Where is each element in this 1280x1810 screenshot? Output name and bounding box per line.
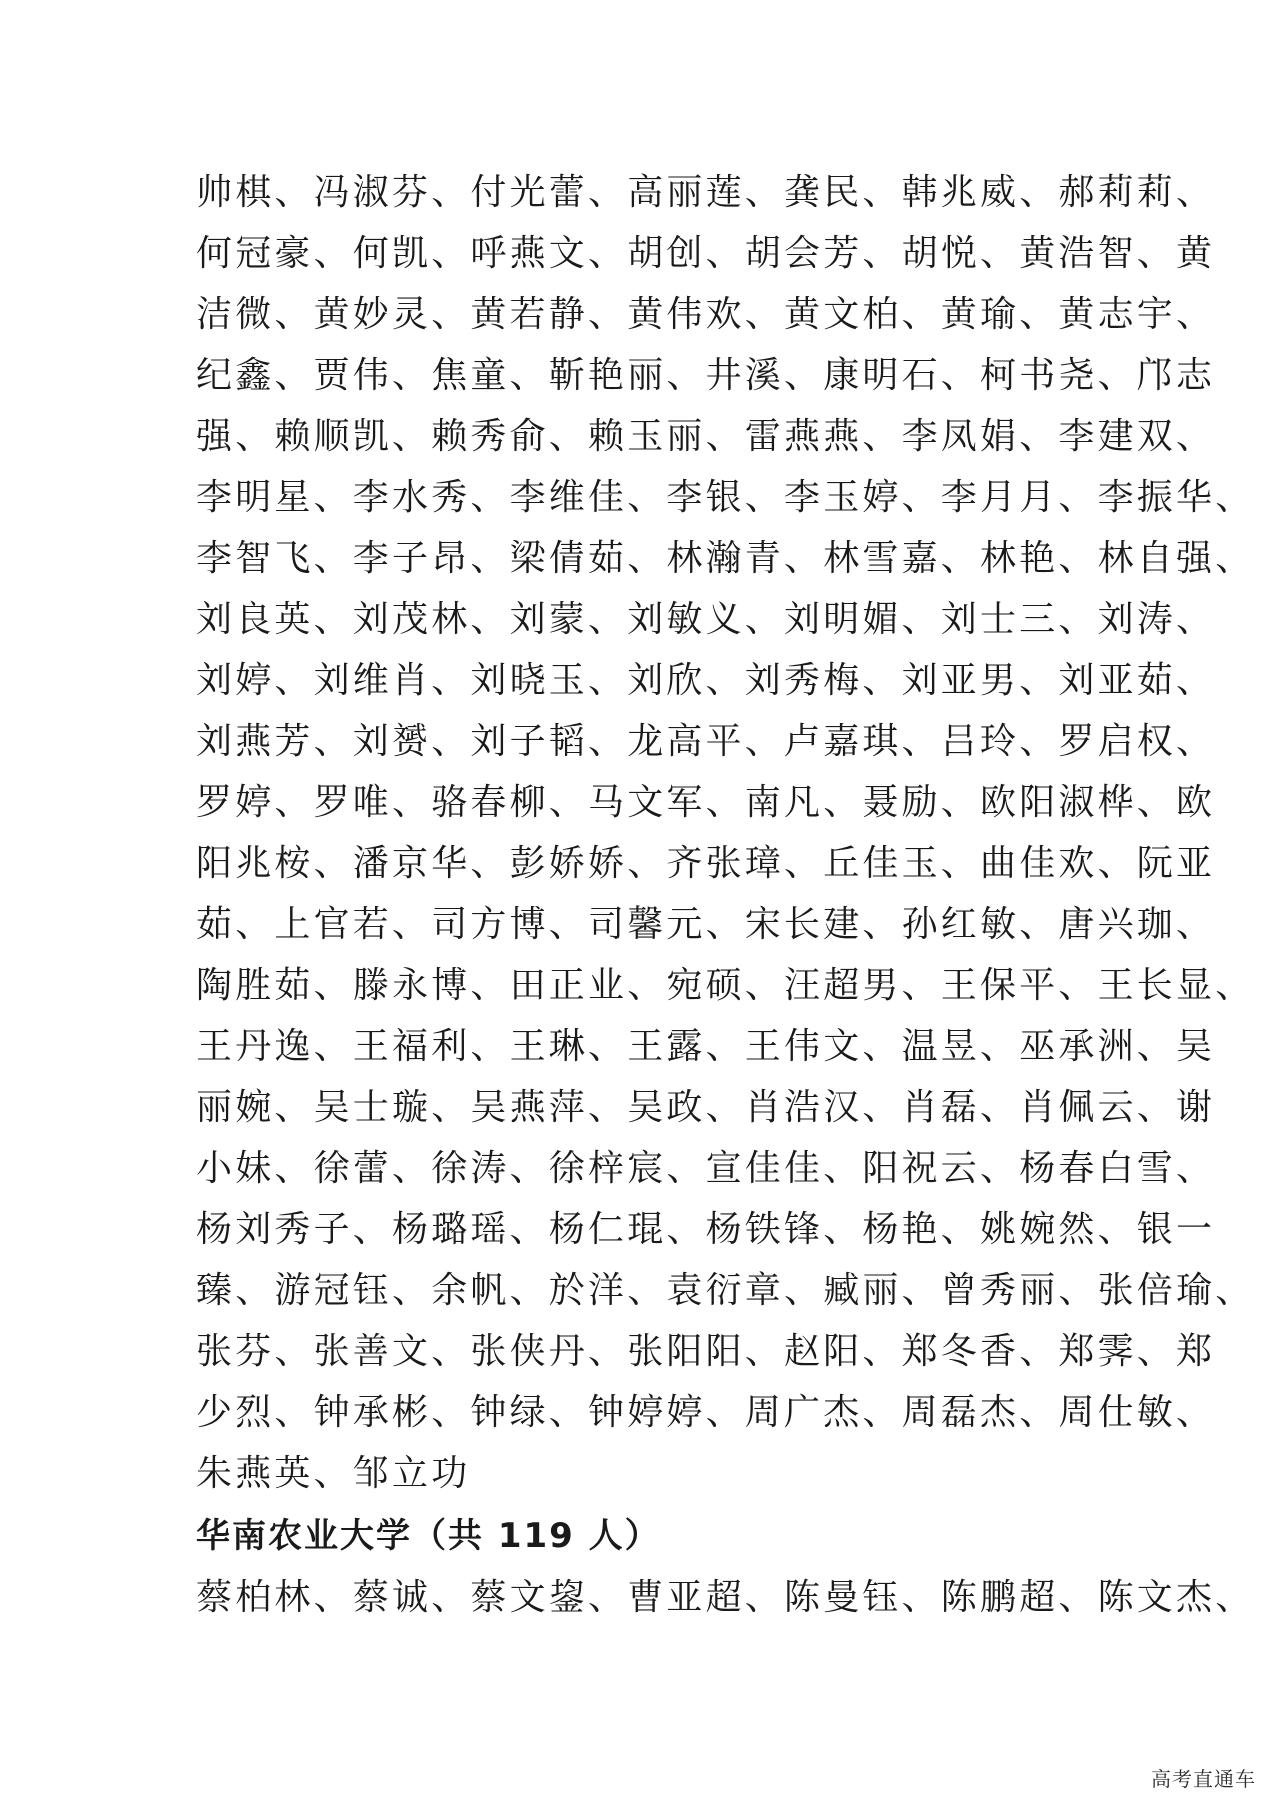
watermark: 高考直通车 (1151, 1767, 1256, 1791)
name-list-1 (196, 162, 1255, 1504)
name-line: 帅棋、冯淑芬、付光蕾、高丽莲、龚民、韩兆威、郝莉莉、 (196, 172, 1216, 213)
name-line: 强、赖顺凯、赖秀俞、赖玉丽、雷燕燕、李凤娟、李建双、 (196, 416, 1216, 457)
name-line: 李明星、李水秀、李维佳、李银、李玉婷、李月月、李振华、 (196, 477, 1255, 518)
name-line: 陶胜茹、滕永博、田正业、宛硕、汪超男、王保平、王长显、 (196, 965, 1255, 1006)
name-line: 张芬、张善文、张侠丹、张阳阳、赵阳、郑冬香、郑霁、郑 (196, 1331, 1216, 1372)
name-line: 朱燕英、邹立功 (196, 1453, 471, 1494)
name-line: 刘婷、刘维肖、刘晓玉、刘欣、刘秀梅、刘亚男、刘亚茹、 (196, 660, 1216, 701)
document-body (196, 162, 1255, 1628)
name-line: 小妹、徐蕾、徐涛、徐梓宸、宣佳佳、阳祝云、杨春白雪、 (196, 1148, 1216, 1189)
section-heading: 华南农业大学（共 119 人） (196, 1516, 661, 1556)
name-list-2 (196, 1567, 1255, 1628)
name-line: 蔡柏林、蔡诚、蔡文鋆、曹亚超、陈曼钰、陈鹏超、陈文杰、 (196, 1577, 1255, 1618)
name-line: 少烈、钟承彬、钟绿、钟婷婷、周广杰、周磊杰、周仕敏、 (196, 1392, 1216, 1433)
name-line: 刘良英、刘茂林、刘蒙、刘敏义、刘明媚、刘士三、刘涛、 (196, 599, 1216, 640)
name-line: 李智飞、李子昂、梁倩茹、林瀚青、林雪嘉、林艳、林自强、 (196, 538, 1255, 579)
name-line: 丽婉、吴士璇、吴燕萍、吴政、肖浩汉、肖磊、肖佩云、谢 (196, 1087, 1216, 1128)
name-line: 罗婷、罗唯、骆春柳、马文军、南凡、聂励、欧阳淑桦、欧 (196, 782, 1216, 823)
name-line: 洁微、黄妙灵、黄若静、黄伟欢、黄文柏、黄瑜、黄志宇、 (196, 294, 1216, 335)
name-line: 臻、游冠钰、余帆、於洋、袁衍章、臧丽、曾秀丽、张倍瑜、 (196, 1270, 1255, 1311)
name-line: 阳兆桉、潘京华、彭娇娇、齐张璋、丘佳玉、曲佳欢、阮亚 (196, 843, 1216, 884)
name-line: 何冠豪、何凯、呼燕文、胡创、胡会芳、胡悦、黄浩智、黄 (196, 233, 1216, 274)
name-line: 茹、上官若、司方博、司馨元、宋长建、孙红敏、唐兴珈、 (196, 904, 1216, 945)
name-line: 王丹逸、王福利、王琳、王露、王伟文、温昱、巫承洲、吴 (196, 1026, 1216, 1067)
name-line: 纪鑫、贾伟、焦童、靳艳丽、井溪、康明石、柯书尧、邝志 (196, 355, 1216, 396)
name-line: 刘燕芳、刘赟、刘子韬、龙高平、卢嘉琪、吕玲、罗启权、 (196, 721, 1216, 762)
name-line: 杨刘秀子、杨璐瑶、杨仁琨、杨铁锋、杨艳、姚婉然、银一 (196, 1209, 1216, 1250)
